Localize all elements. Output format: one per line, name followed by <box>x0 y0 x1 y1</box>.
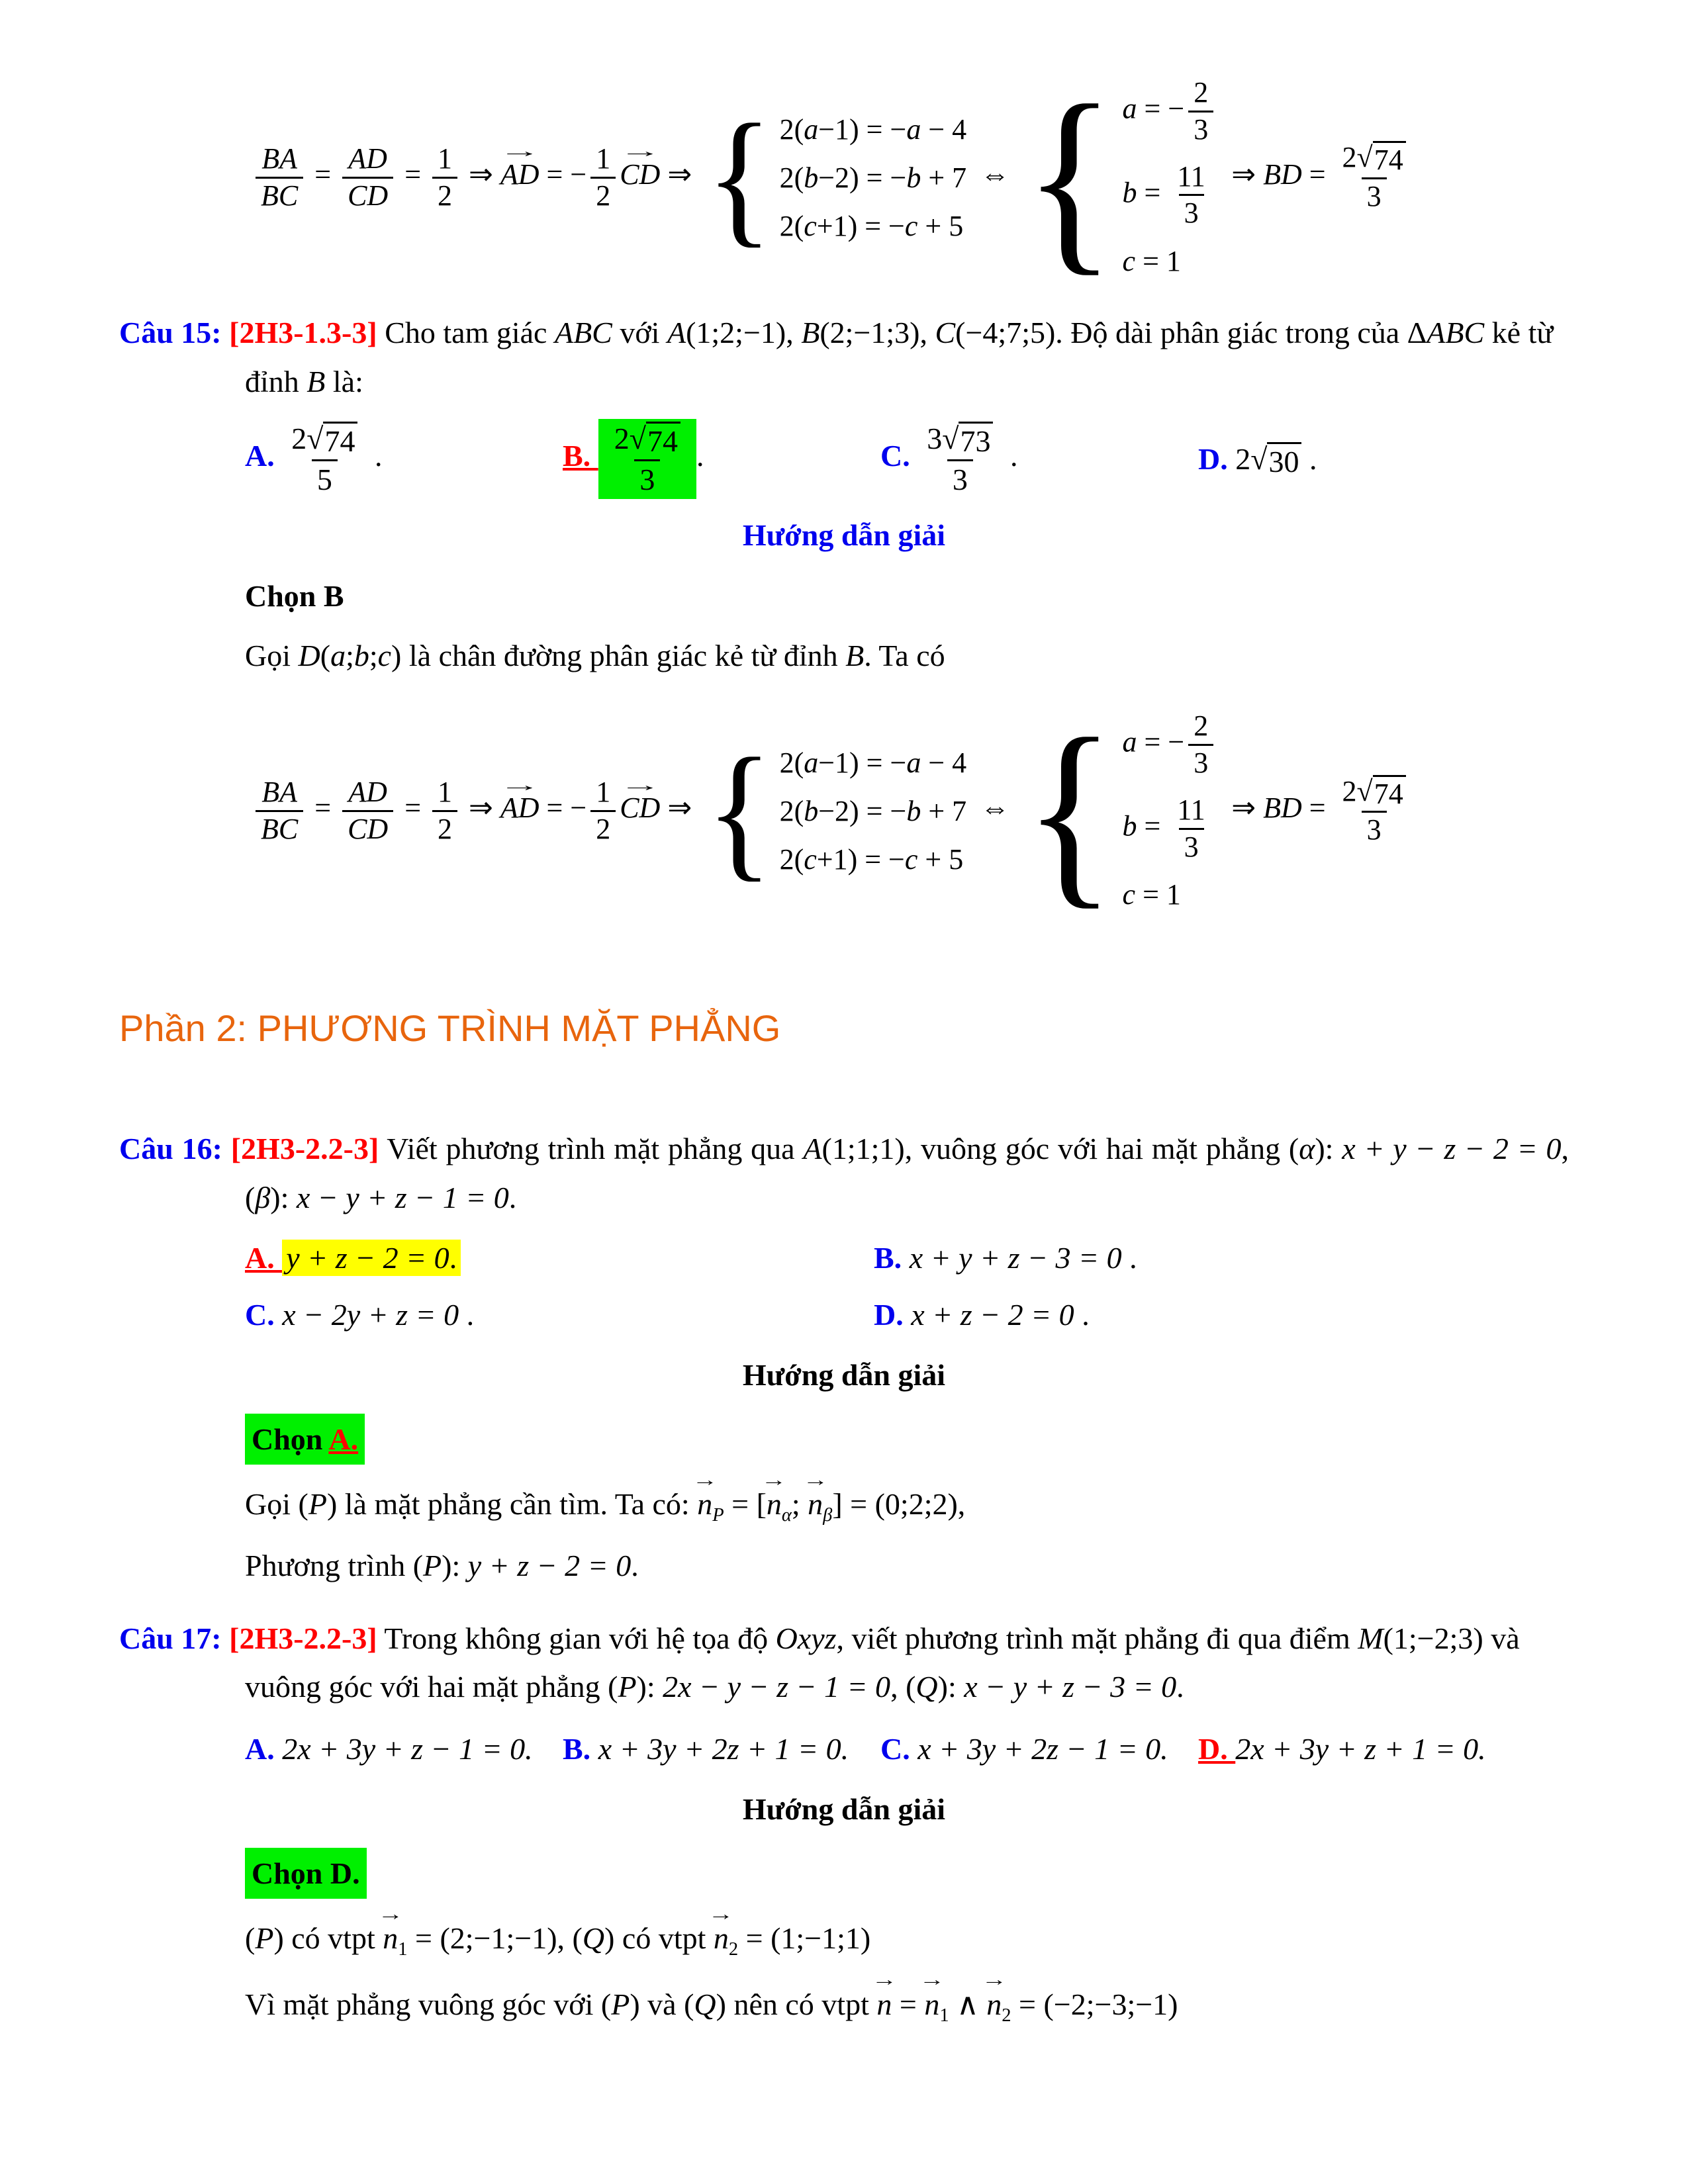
part-2-heading: Phần 2: PHƯƠNG TRÌNH MẶT PHẲNG <box>119 1007 781 1050</box>
equation-block-top: $\frac{BA}{BC}$ = $\frac{AD}{CD}$ = $\frac{1}{2}$ ⇒ → AD = − $\frac{1}{2}$ → CD ⇒ { 2(a−1) = −a − 4 2(b−2) = −b + 7 2(c+1) = −c + 5 ⇔ { a = − $\frac{2}{3}$ b = $\frac{11}{3}$ c = 1 ⇒ BD = 2 √ 74 3 <box>252 75 1569 279</box>
q15-option-c: C. 3 √ 73 3 . <box>880 420 1198 498</box>
q17-solution-heading: Hướng dẫn giải <box>742 1792 946 1827</box>
q15-chosen-answer: Chọn B <box>245 579 344 614</box>
equation-block-q15: $\frac{BA}{BC}$ = $\frac{AD}{CD}$ = $\frac{1}{2}$ ⇒ → AD = − $\frac{1}{2}$ → CD ⇒ { 2(a−1) = −a − 4 2(b−2) = −b + 7 2(c+1) = −c + 5 ⇔ { a = − $\frac{2}{3}$ b = $\frac{11}{3}$ c = 1 ⇒ BD = 2 √ 74 3 <box>252 709 1569 913</box>
q16-solution-line-2: Phương trình (P): y + z − 2 = 0. <box>245 1548 639 1582</box>
q17-option-d: D. 2x + 3y + z + 1 = 0. <box>1198 1731 1486 1766</box>
q15-option-a: A. 2 √ 74 5 . <box>245 420 563 498</box>
question-17 <box>119 1614 1569 2031</box>
q16-option-d: D. x + z − 2 = 0 . <box>874 1297 1090 1332</box>
question-17-options <box>119 1725 1569 1774</box>
question-15 <box>119 308 1569 926</box>
q16-solution-heading: Hướng dẫn giải <box>742 1358 946 1392</box>
q17-option-c: C. x + 3y + 2z − 1 = 0. <box>880 1731 1168 1766</box>
q15-solution-heading: Hướng dẫn giải <box>742 518 946 553</box>
q15-option-d: D. 2 √ 30 . <box>1198 442 1317 479</box>
question-16-stem: Câu 16: [2H3-2.2-3] Viết phương trình mặt phẳng qua A(1;1;1), vuông góc với hai mặt phẳng (α): x + y − z − 2 = 0, (β): x − y + z − 1 = 0. <box>119 1132 1570 1214</box>
question-15-stem: Câu 15: [2H3-1.3-3] Cho tam giác ABC với A(1;2;−1), B(2;−1;3), C(−4;7;5). Độ dài phân giác trong của ΔABC kẻ từ đỉnh B là: <box>119 316 1554 398</box>
q16-option-c: C. x − 2y + z = 0 . <box>245 1297 475 1332</box>
q16-option-a: A. y + z − 2 = 0. <box>245 1234 874 1283</box>
q15-solution-text: Gọi D(a;b;c) là chân đường phân giác kẻ từ đỉnh B. Ta có <box>245 638 945 672</box>
q16-option-b: B. x + y + z − 3 = 0 . <box>874 1241 1137 1275</box>
q17-chosen-answer: Chọn D. <box>119 1846 1569 1899</box>
q16-chosen-answer: Chọn A. <box>119 1412 1569 1465</box>
q17-option-a: A. 2x + 3y + z − 1 = 0. <box>245 1731 533 1766</box>
q17-solution-line-2: Vì mặt phẳng vuông góc với (P) và (Q) nên có vtpt → n = → $n_1$ ∧ → $n_2$ = (−2;−3;−1) <box>245 1969 1178 2026</box>
question-16 <box>119 1124 1569 1590</box>
q17-option-b: B. x + 3y + 2z + 1 = 0. <box>563 1731 849 1766</box>
question-17-stem: Câu 17: [2H3-2.2-3] Trong không gian với hệ tọa độ Oxyz, viết phương trình mặt phẳng đi qua điểm M(1;−2;3) và vuông góc với hai mặt phẳng (P): 2x − y − z − 1 = 0, (Q): x − y + z − 3 = 0. <box>119 1621 1520 1704</box>
q15-option-b: B. 2 √ 74 3 . <box>563 419 880 499</box>
question-16-options <box>119 1234 1569 1339</box>
q16-solution-line-1: Gọi (P) là mặt phẳng cần tìm. Ta có: → $n_P$ = [ → $n_\alpha$; → $n_\beta$] = (0;2;2), <box>245 1469 966 1526</box>
q17-solution-line-1: (P) có vtpt → $n_1$ = (2;−1;−1), (Q) có vtpt → $n_2$ = (1;−1;1) <box>245 1903 871 1960</box>
question-15-options <box>119 419 1569 499</box>
